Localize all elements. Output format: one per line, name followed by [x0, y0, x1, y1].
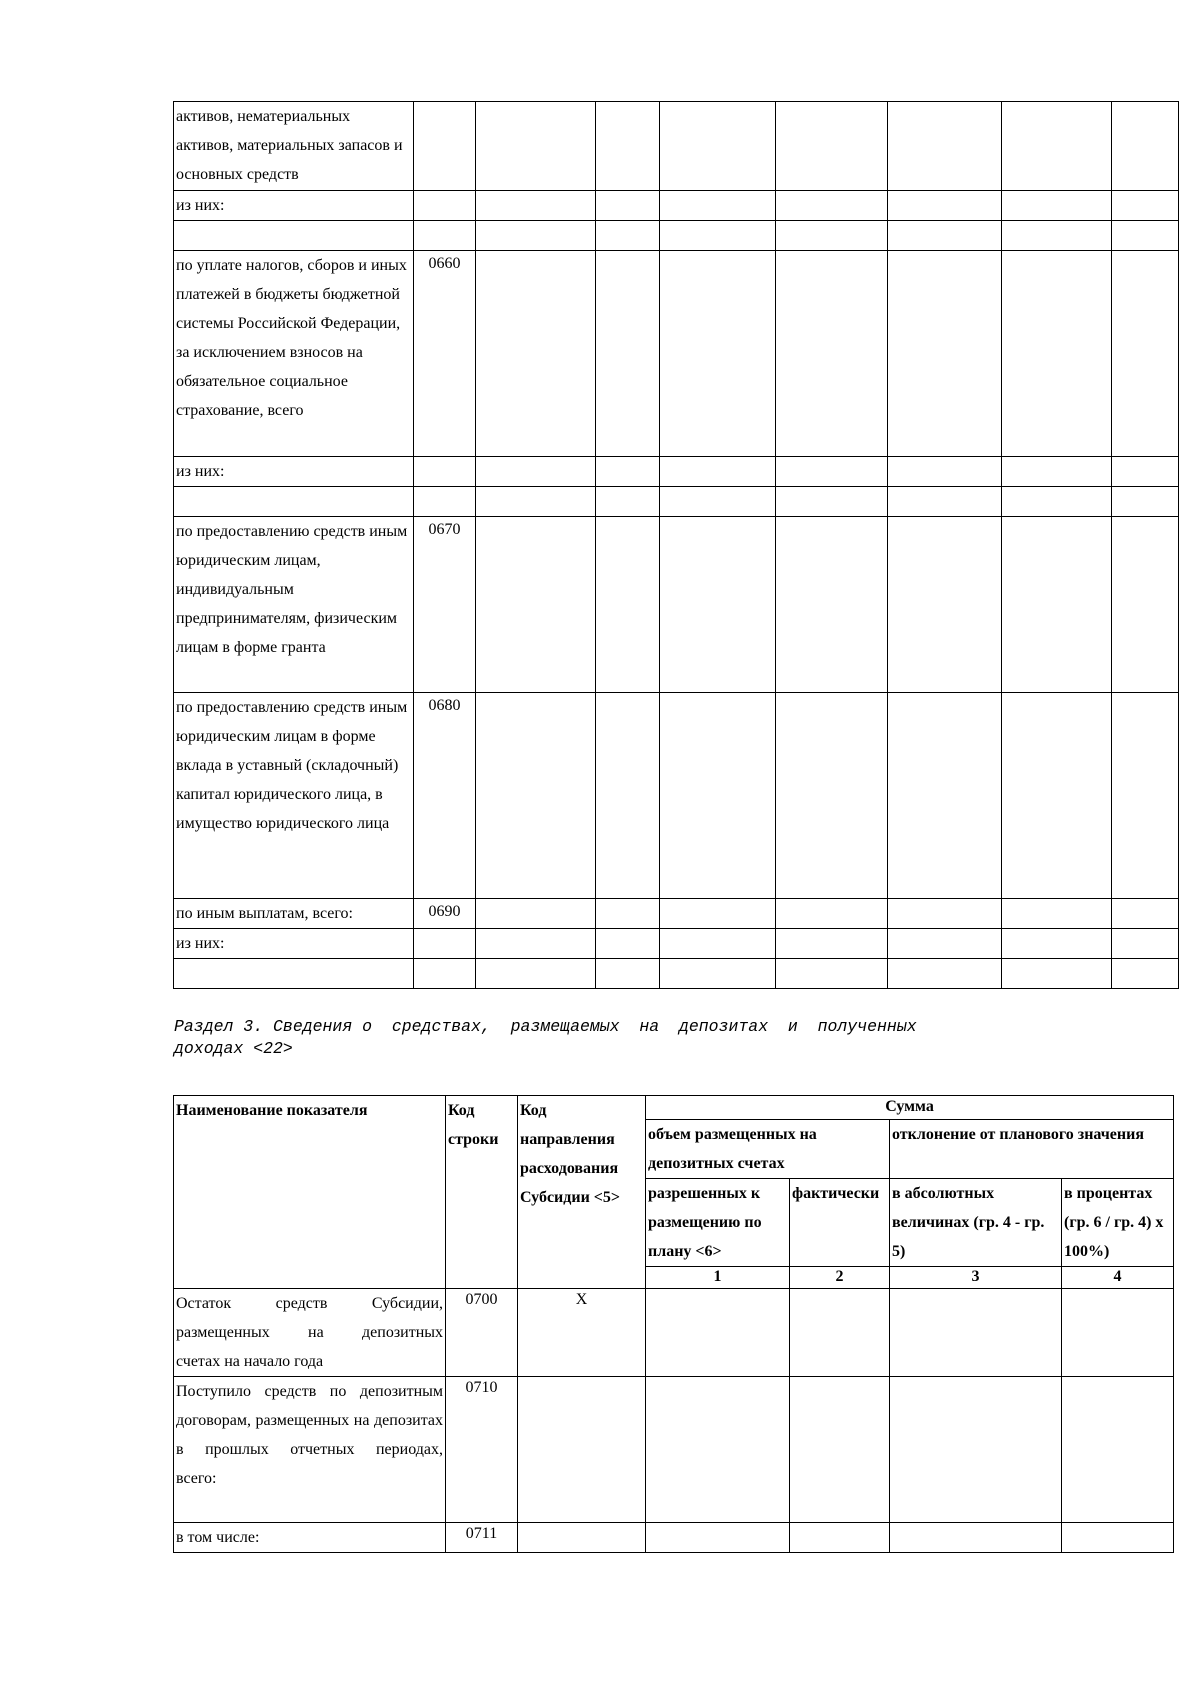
row-code [414, 457, 476, 487]
payments-table [173, 101, 1179, 989]
table-row [174, 517, 1179, 693]
table-row [174, 899, 1179, 929]
row-code: 0660 [414, 251, 476, 457]
header-sum: Сумма [646, 1096, 1174, 1120]
row-name: из них: [174, 457, 414, 487]
table-row [174, 457, 1179, 487]
row-name: по иным выплатам, всего: [174, 899, 414, 929]
header-absolute: в абсолютных величинах (гр. 4 - гр. 5) [890, 1179, 1062, 1267]
row-name [174, 1289, 446, 1377]
row-code [414, 929, 476, 959]
row-code: 0690 [414, 899, 476, 929]
row-direction [518, 1523, 646, 1553]
table-row [174, 191, 1179, 221]
row-name: из них: [174, 929, 414, 959]
row-name [174, 1377, 446, 1523]
table-row [174, 487, 1179, 517]
row-name-last: всего: [176, 1470, 217, 1487]
row-code: 0680 [414, 693, 476, 899]
table-row [174, 102, 1179, 191]
row-name [174, 221, 414, 251]
header-deposit-volume: объем размещенных на депозитных счетах [646, 1120, 890, 1179]
row-code [414, 959, 476, 989]
row-code [414, 221, 476, 251]
column-number: 1 [646, 1267, 790, 1289]
row-code: 0670 [414, 517, 476, 693]
row-code [414, 487, 476, 517]
row-direction [518, 1377, 646, 1523]
section-heading [174, 1016, 1134, 1060]
header-allowed: разрешенных к размещению по плану <6> [646, 1179, 790, 1267]
row-name-main: Поступило средств по депозитным договорам, размещенных на депозитах в прошлых отчетных периодах, [176, 1383, 443, 1458]
row-name [174, 1523, 446, 1553]
table-row [174, 1289, 1174, 1377]
row-code [414, 191, 476, 221]
row-name: по уплате налогов, сборов и иных платежей в бюджеты бюджетной системы Российской Федерации, за исключением взносов на обязательное социальное страхование, всего [174, 251, 414, 457]
row-name-last: счетах на начало года [176, 1353, 324, 1370]
column-number: 2 [790, 1267, 890, 1289]
row-name: по предоставлению средств иным юридическим лицам, индивидуальным предпринимателям, физическим лицам в форме гранта [174, 517, 414, 693]
header-row [174, 1096, 1174, 1120]
column-number: 4 [1062, 1267, 1174, 1289]
row-code [414, 102, 476, 191]
table-row [174, 1523, 1174, 1553]
column-number: 3 [890, 1267, 1062, 1289]
row-code: 0710 [446, 1377, 518, 1523]
row-name-main: Остаток средств Субсидии, размещенных на депозитных [176, 1295, 443, 1341]
row-name [174, 487, 414, 517]
header-direction: Код направления расходования Субсидии <5> [518, 1096, 646, 1289]
table-row [174, 221, 1179, 251]
table-row [174, 693, 1179, 899]
table-row [174, 929, 1179, 959]
header-percent: в процентах (гр. 6 / гр. 4) x 100%) [1062, 1179, 1174, 1267]
section-heading-line-1: Раздел 3. Сведения о средствах, размещаемых на депозитах и полученных [174, 1017, 917, 1036]
header-actual: фактически [790, 1179, 890, 1267]
row-name: из них: [174, 191, 414, 221]
table-row [174, 1377, 1174, 1523]
row-name [174, 959, 414, 989]
row-code: 0711 [446, 1523, 518, 1553]
row-name: активов, нематериальных активов, материальных запасов и основных средств [174, 102, 414, 191]
row-direction: X [518, 1289, 646, 1377]
row-name-last: в том числе: [176, 1529, 260, 1546]
header-code: Код строки [446, 1096, 518, 1289]
table-row [174, 959, 1179, 989]
row-name: по предоставлению средств иным юридическим лицам в форме вклада в уставный (складочный) капитал юридического лица, в имущество юридического лица [174, 693, 414, 899]
table-row [174, 251, 1179, 457]
deposits-table [173, 1095, 1174, 1553]
row-code: 0700 [446, 1289, 518, 1377]
header-name: Наименование показателя [174, 1096, 446, 1289]
section-heading-line-2: доходах <22> [174, 1039, 293, 1058]
header-deviation: отклонение от планового значения [890, 1120, 1174, 1179]
